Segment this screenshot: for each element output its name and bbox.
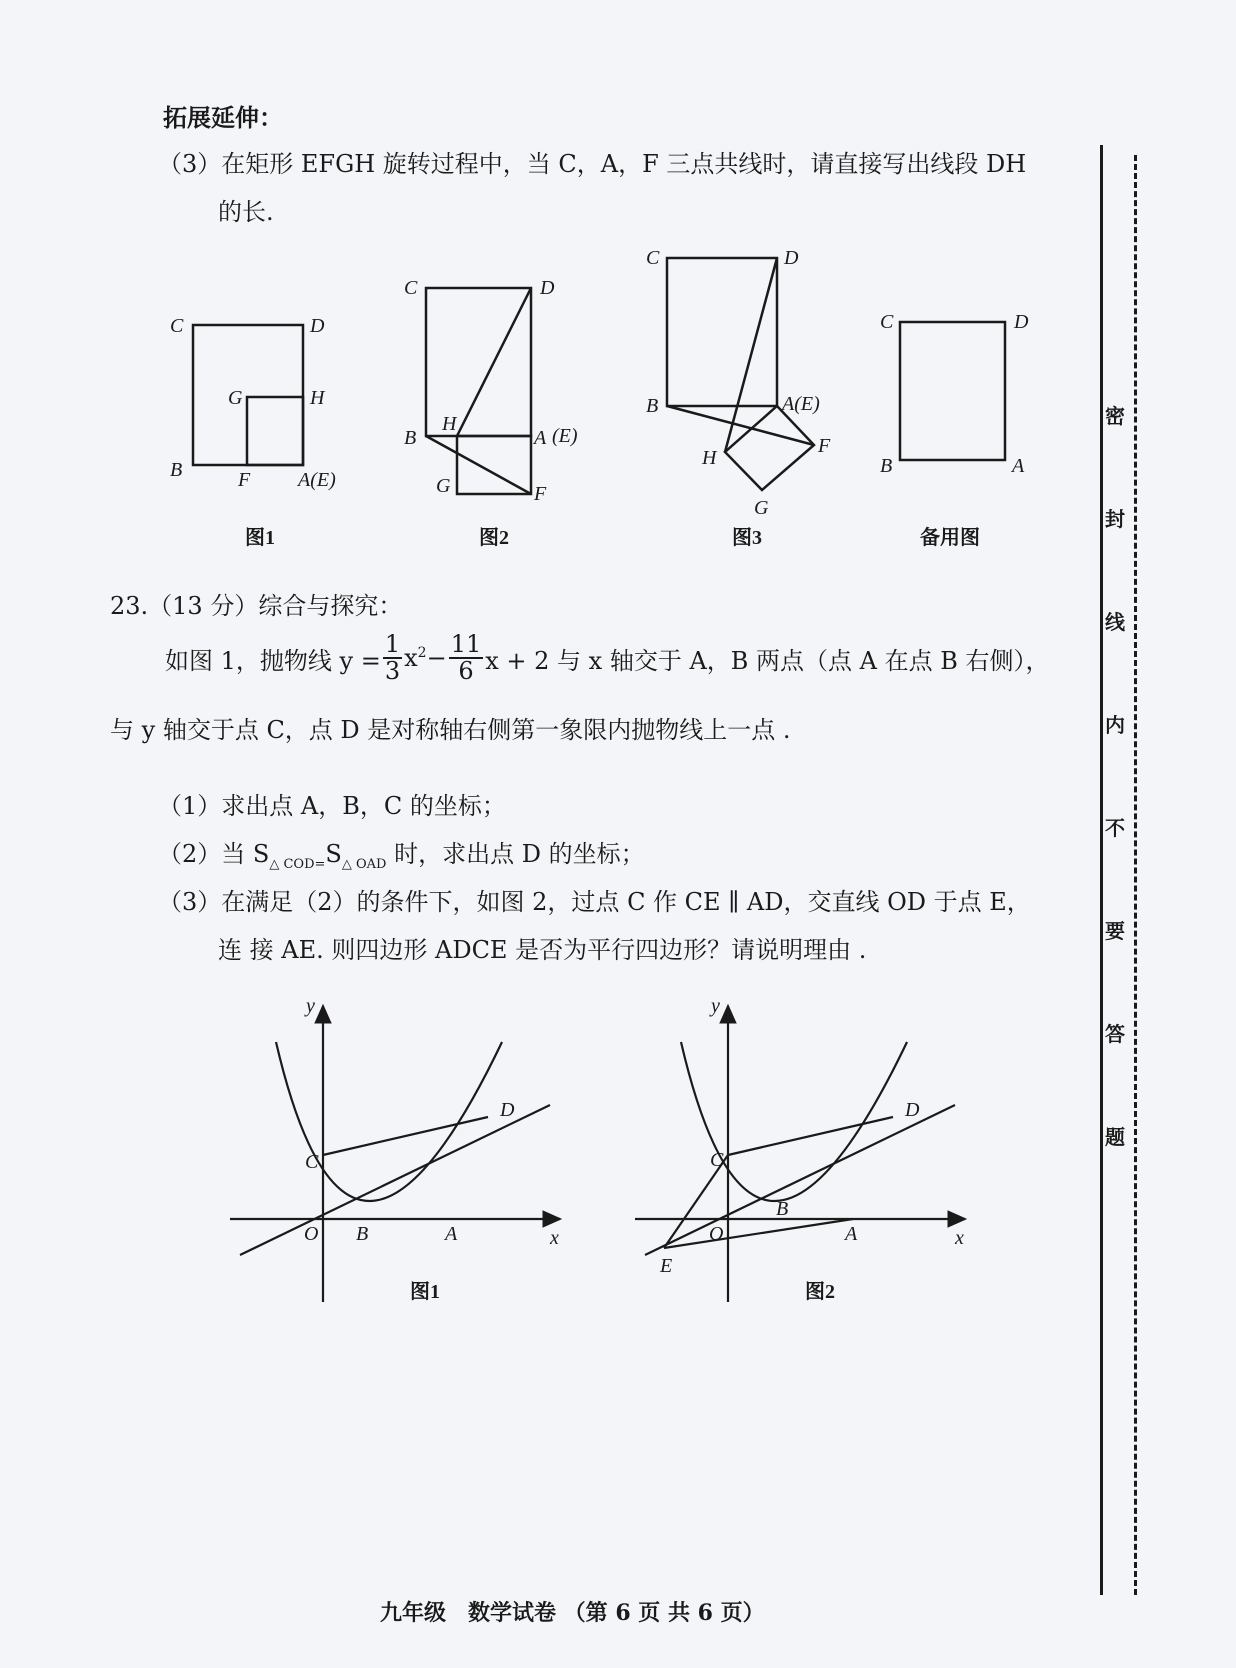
x-var: x (404, 644, 418, 673)
seal-char-3: 线 (1105, 610, 1125, 634)
fig3-label-d: D (784, 247, 799, 269)
x-squared (404, 644, 426, 672)
spare-label-b: B (880, 455, 893, 477)
problem23-intro-line2: 与 y 轴交于点 C，点 D 是对称轴右侧第一象限内抛物线上一点 . (110, 716, 791, 744)
q2-pre: （2）当 S (158, 840, 270, 868)
spare-label-c: C (880, 311, 894, 333)
q2-post: 时，求出点 D 的坐标； (386, 840, 645, 868)
fig2-label-f: F (534, 483, 547, 505)
g2-label-a: A (845, 1223, 858, 1245)
g2-line-cd (728, 1117, 893, 1155)
fig1-label-d: D (310, 315, 325, 337)
fig1-label-ae: A(E) (298, 469, 336, 491)
minus-sign: − (426, 644, 447, 673)
g2-label-o: O (709, 1223, 724, 1245)
g1-line-cd (323, 1117, 488, 1155)
fig1-rect-efgh (247, 397, 303, 465)
seal-char-6: 要 (1105, 919, 1125, 943)
g1-caption: 图1 (410, 1281, 440, 1303)
g2-label-x: x (955, 1227, 964, 1249)
q2-mid: S (325, 840, 342, 868)
seal-char-8: 题 (1105, 1125, 1125, 1149)
seal-dashed-line (1134, 155, 1137, 1595)
g2-caption: 图2 (805, 1281, 835, 1303)
g1-label-c: C (305, 1151, 319, 1173)
fig1-label-g: G (228, 387, 243, 409)
fig2-label-h: H (442, 413, 457, 435)
problem23-q2 (158, 834, 645, 872)
page-footer: 九年级 数学试卷 （第 6 页 共 6 页） (380, 1600, 765, 1626)
rectangle-figures (150, 230, 1070, 560)
spare-label-d: D (1014, 311, 1029, 333)
g1-label-x: x (550, 1227, 559, 1249)
seal-char-4: 内 (1105, 713, 1125, 737)
fig2-label-g: G (436, 475, 451, 497)
frac1-den: 3 (384, 657, 401, 686)
spare-caption: 备用图 (920, 527, 980, 549)
intro-post: x + 2 与 x 轴交于 A，B 两点（点 A 在点 B 右侧）， (485, 646, 1050, 675)
fig2-caption: 图2 (479, 527, 509, 549)
g1-label-b: B (356, 1223, 369, 1245)
fig2-label-a: A (534, 427, 547, 449)
frac1-num: 1 (384, 630, 401, 658)
fig2-line-hd (457, 288, 531, 436)
intro-pre: 如图 1，抛物线 y = (165, 646, 381, 675)
seal-char-2: 封 (1105, 507, 1125, 531)
extension-heading: 拓展延伸： (163, 103, 283, 132)
fig3-label-b: B (646, 395, 659, 417)
fig2-label-d: D (540, 277, 555, 299)
g1-line-od (240, 1105, 550, 1255)
fig3-rect-efgh (725, 406, 814, 490)
g2-line-ae (664, 1219, 853, 1248)
g2-label-b: B (776, 1198, 789, 1220)
g1-label-a: A (445, 1223, 458, 1245)
g1-label-d: D (500, 1099, 515, 1121)
g2-label-e: E (660, 1255, 673, 1277)
frac2-num: 11 (450, 630, 482, 658)
fraction-one-third (383, 632, 402, 684)
fig2-label-b: B (404, 427, 417, 449)
g2-line-od (645, 1105, 955, 1255)
fig1-caption: 图1 (245, 527, 275, 549)
problem23-intro-line1 (165, 632, 1050, 684)
fig3-label-h: H (702, 447, 717, 469)
fig1-label-c: C (170, 315, 184, 337)
fig3-caption: 图3 (732, 527, 762, 549)
fig1-label-b: B (170, 459, 183, 481)
spare-rect (900, 322, 1005, 460)
fig1-label-h: H (310, 387, 325, 409)
problem23-q1: （1）求出点 A，B，C 的坐标； (158, 792, 506, 820)
seal-char-7: 答 (1105, 1022, 1125, 1046)
fig2-rect-efgh (457, 436, 531, 494)
fig2-label-c: C (404, 277, 418, 299)
problem23-q3-line2: 连 接 AE. 则四边形 ADCE 是否为平行四边形？请说明理由 . (218, 936, 867, 964)
fig1-label-f: F (238, 469, 251, 491)
fraction-eleven-sixths (449, 632, 484, 684)
seal-solid-line (1100, 145, 1103, 1595)
g1-label-y: y (306, 995, 315, 1017)
extension-q3-line2: 的长. (218, 198, 274, 226)
fig3-label-ae: A(E) (782, 393, 820, 415)
fig2-label-e: (E) (552, 425, 578, 447)
seal-char-1: 密 (1105, 404, 1125, 428)
fig3-rect-abcd (667, 258, 777, 406)
square-exp: 2 (417, 645, 427, 662)
seal-char-5: 不 (1105, 816, 1125, 840)
fig3-label-g: G (754, 497, 769, 519)
extension-q3-line1: （3）在矩形 EFGH 旋转过程中，当 C，A，F 三点共线时，请直接写出线段 DH (158, 150, 1027, 178)
fig3-label-c: C (646, 247, 660, 269)
g2-label-d: D (905, 1099, 920, 1121)
q2-sub1: △ COD= (269, 856, 326, 872)
g2-label-y: y (711, 995, 720, 1017)
g1-label-o: O (304, 1223, 319, 1245)
spare-label-a: A (1012, 455, 1025, 477)
problem23-header: 23.（13 分）综合与探究： (110, 592, 403, 620)
q2-sub2: △ OAD (341, 856, 387, 872)
g2-label-c: C (710, 1149, 724, 1171)
parabola-graphs (220, 990, 980, 1320)
problem23-q3-line1: （3）在满足（2）的条件下，如图 2，过点 C 作 CE ∥ AD，交直线 OD 于点 E， (158, 888, 1031, 916)
fig3-label-f: F (818, 435, 831, 457)
frac2-den: 6 (458, 657, 474, 686)
